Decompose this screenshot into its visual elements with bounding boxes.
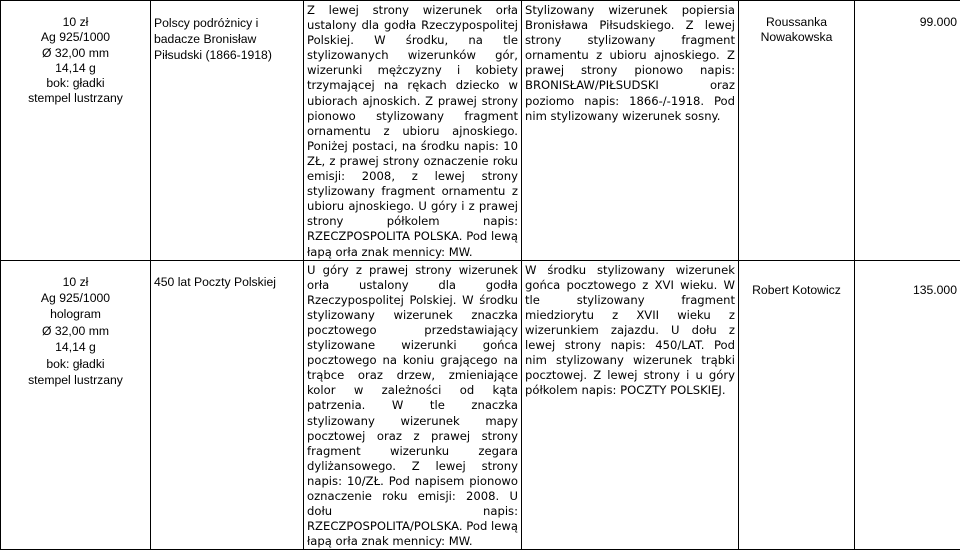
coin-specs-cell — [1, 260, 151, 550]
finish: stempel lustrzany — [4, 91, 147, 106]
denomination: 10 zł — [4, 274, 147, 290]
diameter: Ø 32,00 mm — [4, 46, 147, 61]
metal-alloy: Ag 925/1000 — [4, 30, 147, 45]
edge: bok: gładki — [4, 356, 147, 372]
designer-name: Roussanka Nowakowska — [739, 1, 855, 261]
edge: bok: gładki — [4, 76, 147, 91]
reverse-description: W środku stylizowany wizerunek gońca pocztowego z XVI wieku. W tle stylizowany fragment miedziorytu z XVII wieku z wizerunkiem zajazdu. U dołu z lewej strony napis: 450/LAT. Pod nim stylizowany wizerunek trąbki pocztowej. Z lewej strony i u góry półkolem napis: POCZTY POLSKIEJ. — [522, 260, 739, 550]
weight: 14,14 g — [4, 61, 147, 76]
metal-alloy: Ag 925/1000 — [4, 290, 147, 306]
denomination: 10 zł — [4, 15, 147, 30]
coin-title: 450 lat Poczty Polskiej — [151, 260, 304, 550]
obverse-description: U góry z prawej strony wizerunek orła ustalony dla godła Rzeczypospolitej Polskiej. W środku stylizowany wizerunek znaczka pocztowego przedstawiający stylizowane wizerunki gońca pocztowego na koniu grającego na trąbce oraz drzew, zmieniające kolor w zależności od kąta patrzenia. W tle znaczka stylizowany wizerunek mapy pocztowej oraz z prawej strony fragment wizerunku zegara dyliżansowego. Z lewej strony napis: 10/ZŁ. Pod napisem pionowo oznaczenie roku emisji: 2008. U dołu napis: RZECZPOSPOLITA/POLSKA. Pod lewą łapą orła znak mennicy: MW. — [304, 260, 522, 550]
reverse-description: Stylizowany wizerunek popiersia Bronisława Piłsudskiego. Z lewej strony stylizowany fragment ornamentu z ubioru ajnoskiego. Z prawej strony pionowo napis: BRONISŁAW/PIŁSUDSKI oraz poziomo napis: 1866-/-1918. Pod nim stylizowany wizerunek sosny. — [522, 1, 739, 261]
table-row — [1, 1, 960, 261]
coin-title: Polscy podróżnicy i badacze Bronisław Piłsudski (1866-1918) — [151, 1, 304, 261]
diameter: Ø 32,00 mm — [4, 323, 147, 339]
finish: stempel lustrzany — [4, 372, 147, 388]
coin-specs-cell — [1, 1, 151, 261]
mintage-count: 135.000 — [855, 260, 960, 550]
hologram-note: hologram — [4, 306, 147, 322]
table-row — [1, 260, 960, 550]
mintage-count: 99.000 — [855, 1, 960, 261]
designer-name: Robert Kotowicz — [739, 260, 855, 550]
obverse-description: Z lewej strony wizerunek orła ustalony dla godła Rzeczypospolitej Polskiej. W środku, na tle stylizowanych wizerunków gór, wizerunki mężczyzny i kobiety trzymającej na rękach dziecko w ubiorach ajnoskich. Z prawej strony pionowo stylizowany fragment ornamentu z ubioru ajnoskiego. Poniżej postaci, na środku napis: 10 ZŁ, z prawej strony oznaczenie roku emisji: 2008, z lewej strony stylizowany fragment ornamentu z ubioru ajnoskiego. U góry i z prawej strony półkolem napis: RZECZPOSPOLITA POLSKA. Pod lewą łapą orła znak mennicy: MW. — [304, 1, 522, 261]
weight: 14,14 g — [4, 339, 147, 355]
